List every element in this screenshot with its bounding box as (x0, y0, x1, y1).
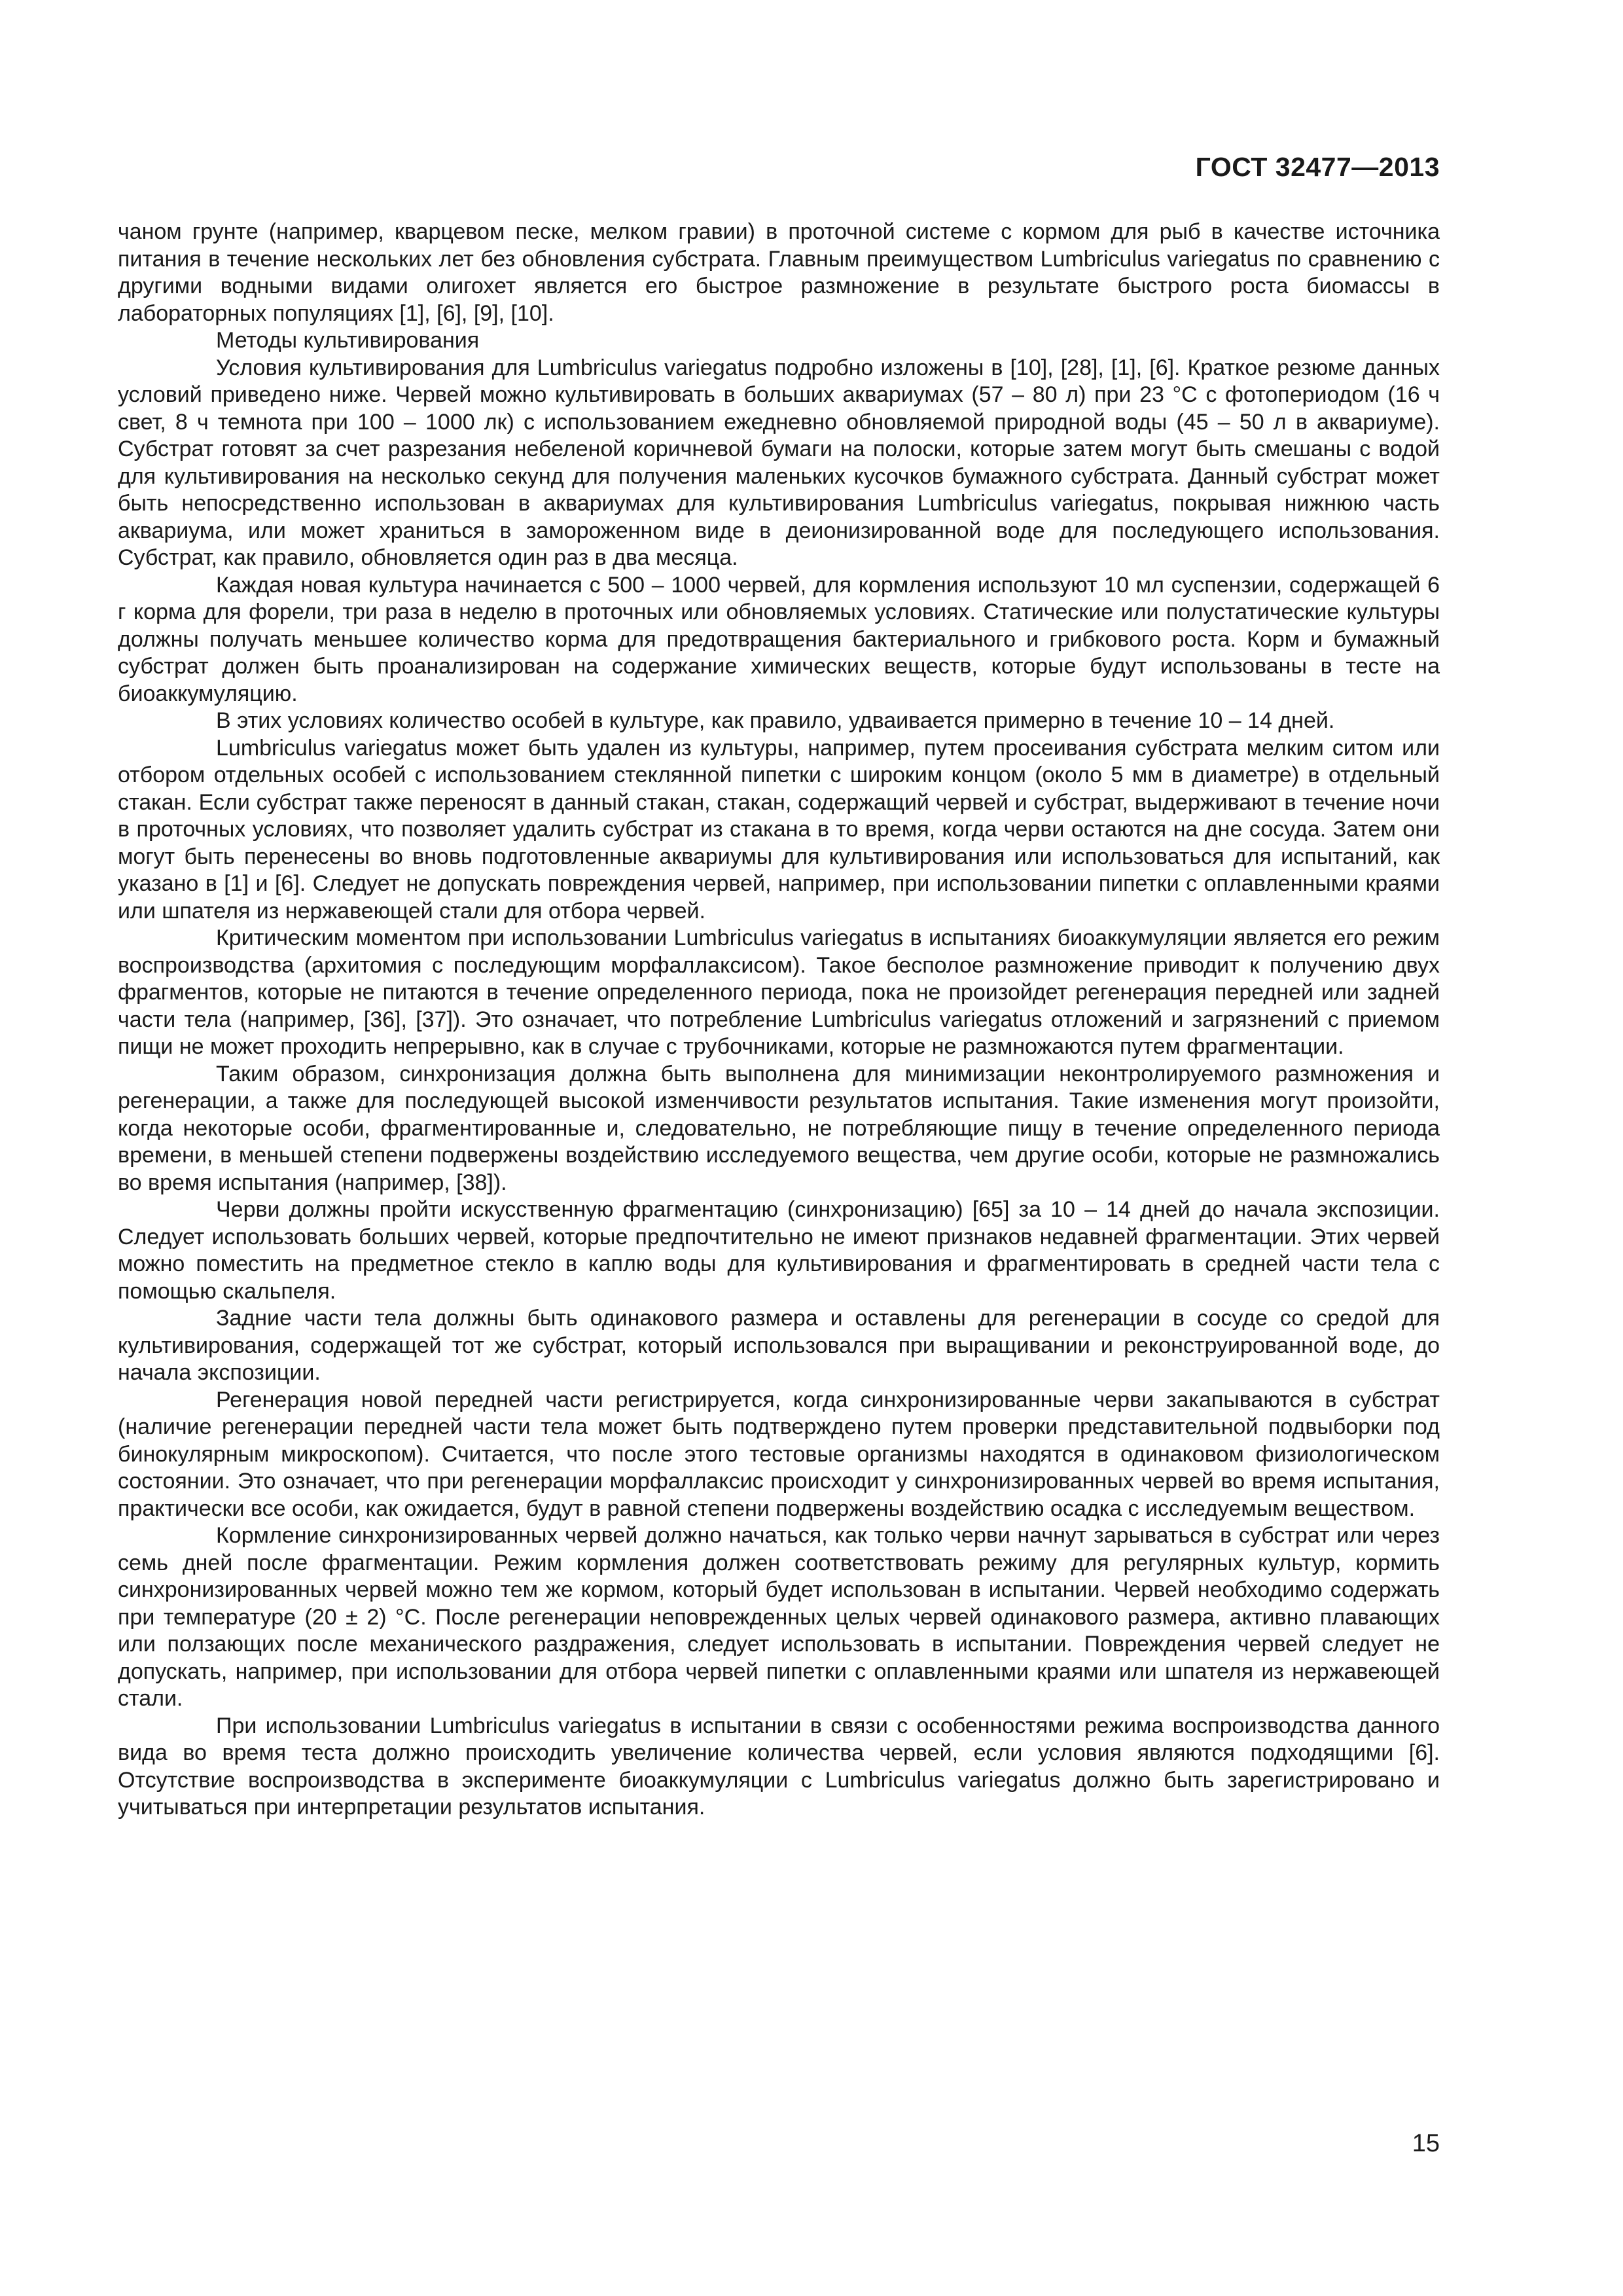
paragraph: Черви должны пройти искусственную фрагментацию (синхронизацию) [65] за 10 – 14 дней до начала экспозиции. Следует использовать больших червей, которые предпочтительно не имеют признаков недавней фрагментации. Этих червей можно поместить на предметное стекло в каплю воды для культивирования и фрагментировать в средней части тела с помощью скальпеля. (118, 1197, 1440, 1304)
paragraph: Критическим моментом при использовании Lumbriculus variegatus в испытаниях биоаккумуляции является его режим воспроизводства (архитомия с последующим морфаллаксисом). Такое бесполое размножение приводит к получению двух фрагментов, которые не питаются в течение определенного периода, пока не произойдет регенерация передней или задней части тела (например, [36], [37]). Это означает, что потребление Lumbriculus variegatus отложений и загрязнений с приемом пищи не может проходить непрерывно, как в случае с трубочниками, которые не размножаются путем фрагментации. (118, 925, 1440, 1059)
paragraph: Условия культивирования для Lumbriculus variegatus подробно изложены в [10], [28], [1], [6]. Краткое резюме данных условий приведено ниже. Червей можно культивировать в больших аквариумах (57 – 80 л) при 23 °С с фотопериодом (16 ч свет, 8 ч темнота при 100 – 1000 лк) с использованием ежедневно обновляемой природной воды (45 – 50 л в аквариуме). Субстрат готовят за счет разрезания небеленой коричневой бумаги на полоски, которые затем могут быть смешаны с водой для культивирования на несколько секунд для получения маленьких кусочков бумажного субстрата. Данный субстрат может быть непосредственно использован в аквариумах для культивирования Lumbriculus variegatus, покрывая нижнюю часть аквариума, или может храниться в замороженном виде в деионизированной воде для последующего использования. Субстрат, как правило, обновляется один раз в два месяца. (118, 355, 1440, 570)
paragraph: При использовании Lumbriculus variegatus в испытании в связи с особенностями режима воспроизводства данного вида во время теста должно происходить увеличение количества червей, если условия являются подходящими [6]. Отсутствие воспроизводства в эксперименте биоаккумуляции с Lumbriculus variegatus должно быть зарегистрировано и учитываться при интерпретации результатов испытания. (118, 1713, 1440, 1820)
document-header: ГОСТ 32477—2013 (1195, 152, 1440, 182)
paragraph: Кормление синхронизированных червей должно начаться, как только черви начнут зарываться в субстрат или через семь дней после фрагментации. Режим кормления должен соответствовать режиму для регулярных культур, кормить синхронизированных червей можно тем же кормом, который будет использован в испытании. Червей необходимо содержать при температуре (20 ± 2) °С. После регенерации неповрежденных целых червей одинакового размера, активно плавающих или ползающих после механического раздражения, следует использовать в испытании. Повреждения червей следует не допускать, например, при использовании для отбора червей пипетки с оплавленными краями или шпателя из нержавеющей стали. (118, 1523, 1440, 1711)
paragraph: В этих условиях количество особей в культуре, как правило, удваивается примерно в течение 10 – 14 дней. (216, 708, 1335, 733)
section-subheading: Методы культивирования (216, 328, 480, 353)
paragraph-continuation: чаном грунте (например, кварцевом песке, мелком гравии) в проточной системе с кормом для рыб в качестве источника питания в течение нескольких лет без обновления субстрата. Главным преимуществом Lumbriculus variegatus по сравнению с другими водными видами олигохет является его быстрое размножение в результате быстрого роста биомассы в лабораторных популяциях [1], [6], [9], [10]. (118, 219, 1440, 326)
paragraph: Задние части тела должны быть одинакового размера и оставлены для регенерации в сосуде со средой для культивирования, содержащей тот же субстрат, который использовался при выращивании и реконструированной воде, до начала экспозиции. (118, 1306, 1440, 1385)
paragraph: Таким образом, синхронизация должна быть выполнена для минимизации неконтролируемого размножения и регенерации, а также для последующей высокой изменчивости результатов испытания. Такие изменения могут произойти, когда некоторые особи, фрагментированные и, следовательно, не потребляющие пищу в течение определенного периода времени, в меньшей степени подвержены воздействию исследуемого вещества, чем другие особи, которые не размножались во время испытания (например, [38]). (118, 1061, 1440, 1195)
paragraph: Регенерация новой передней части регистрируется, когда синхронизированные черви закапываются в субстрат (наличие регенерации передней части тела может быть подтверждено путем проверки представительной подвыборки под бинокулярным микроскопом). Считается, что после этого тестовые организмы находятся в одинаковом физиологическом состоянии. Это означает, что при регенерации морфаллаксис происходит у синхронизированных червей во время испытания, практически все особи, как ожидается, будут в равной степени подвержены воздействию осадка с исследуемым веществом. (118, 1387, 1440, 1521)
paragraph: Lumbriculus variegatus может быть удален из культуры, например, путем просеивания субстрата мелким ситом или отбором отдельных особей с использованием стеклянной пипетки с широким концом (около 5 мм в диаметре) в отдельный стакан. Если субстрат также переносят в данный стакан, стакан, содержащий червей и субстрат, выдерживают в течение ночи в проточных условиях, что позволяет удалить субстрат из стакана в то время, когда черви остаются на дне сосуда. Затем они могут быть перенесены во вновь подготовленные аквариумы для культивирования или использоваться для испытаний, как указано в [1] и [6]. Следует не допускать повреждения червей, например, при использовании пипетки с оплавленными краями или шпателя из нержавеющей стали для отбора червей. (118, 735, 1440, 924)
page-number: 15 (1412, 2130, 1440, 2157)
paragraph: Каждая новая культура начинается с 500 – 1000 червей, для кормления используют 10 мл суспензии, содержащей 6 г корма для форели, три раза в неделю в проточных или обновляемых условиях. Статические или полустатические культуры должны получать меньшее количество корма для предотвращения бактериального и грибкового роста. Корм и бумажный субстрат должен быть проанализирован на содержание химических веществ, которые будут использованы в тесте на биоаккумуляцию. (118, 572, 1440, 706)
document-body (118, 219, 1440, 1821)
